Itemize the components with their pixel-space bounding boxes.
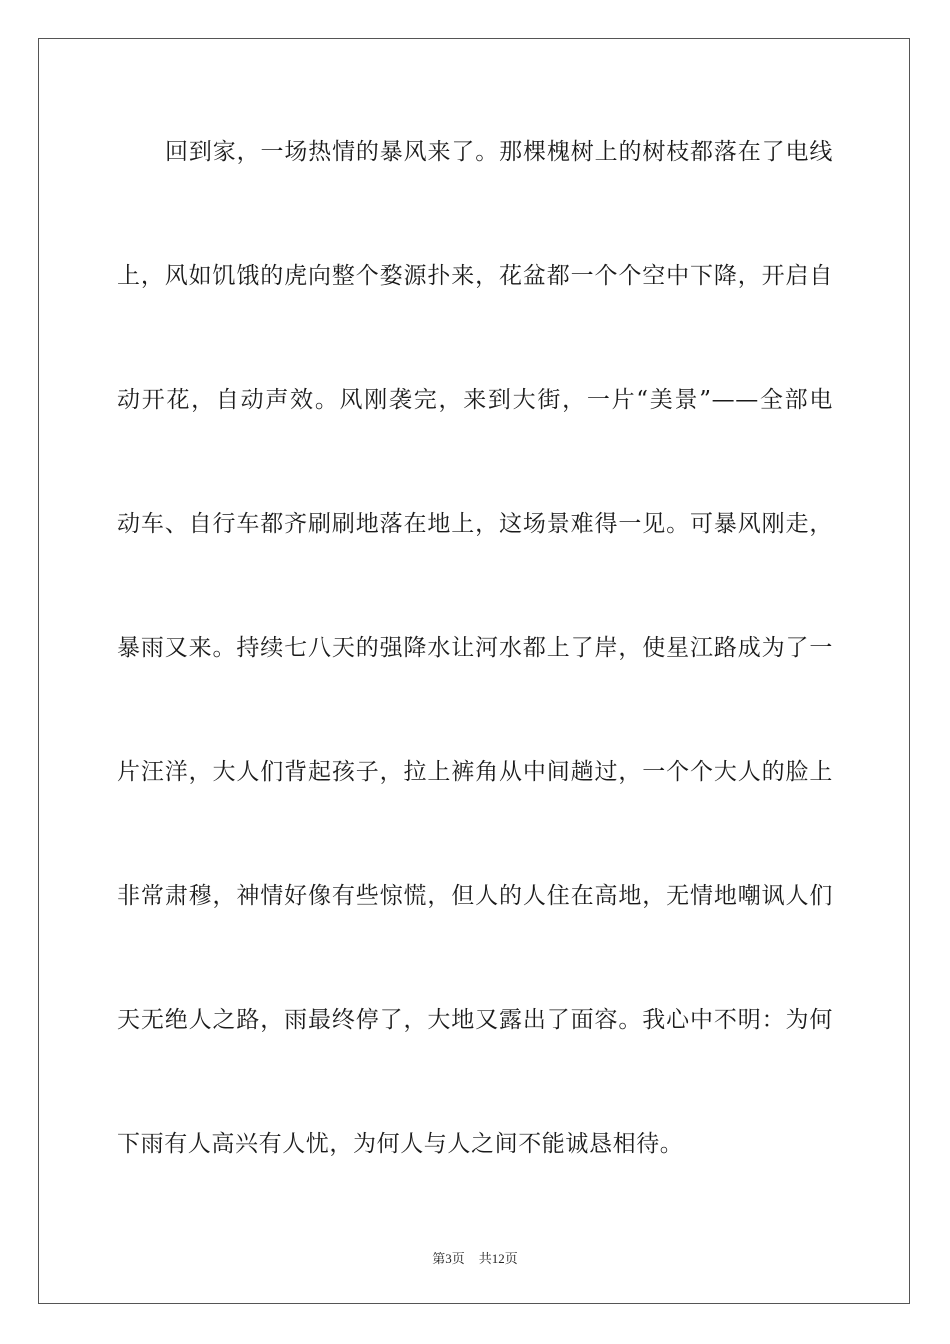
text-line-4: 动车、自行车都齐刷刷地落在地上，这场景难得一见。可暴风刚走， — [117, 511, 833, 537]
page-footer — [0, 1248, 950, 1267]
text-line-3: 动开花，自动声效。风刚袭完，来到大街，一片“美景”——全部电 — [117, 387, 833, 413]
text-line-6: 片汪洋，大人们背起孩子，拉上裤角从中间趟过，一个个大人的脸上 — [117, 759, 833, 785]
text-line-1: 回到家，一场热情的暴风来了。那棵槐树上的树枝都落在了电线 — [165, 139, 833, 165]
text-line-2: 上，风如饥饿的虎向整个婺源扑来，花盆都一个个空中下降，开启自 — [117, 263, 833, 289]
page-total: 共12页 — [478, 1251, 518, 1266]
text-line-7: 非常肃穆，神情好像有些惊慌，但人的人住在高地，无情地嘲讽人们 — [117, 883, 833, 909]
page-number: 第3页 — [432, 1251, 465, 1266]
text-line-9: 下雨有人高兴有人忧，为何人与人之间不能诚恳相待。 — [117, 1131, 684, 1157]
text-line-5: 暴雨又来。持续七八天的强降水让河水都上了岸，使星江路成为了一 — [117, 635, 833, 661]
body-text — [117, 128, 833, 1244]
text-line-8: 天无绝人之路，雨最终停了，大地又露出了面容。我心中不明：为何 — [117, 1007, 833, 1033]
